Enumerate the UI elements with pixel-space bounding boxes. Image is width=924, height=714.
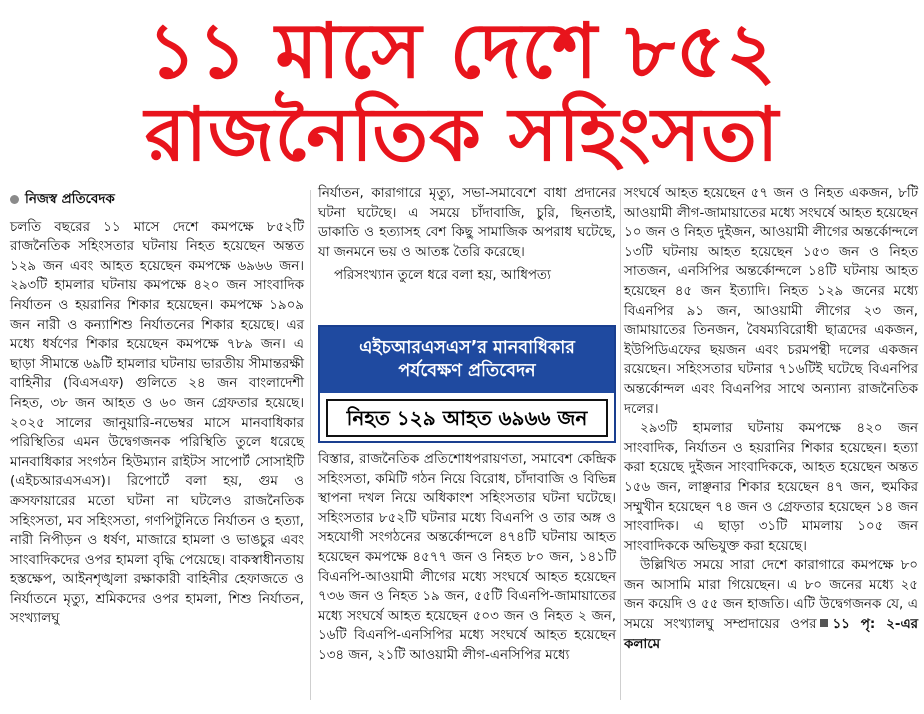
- highlight-box-title: [320, 327, 614, 393]
- paragraph: ২৯৩টি হামলার ঘটনায় কমপক্ষে ৪২০ জন সাংবাদিক, নির্যাতন ও হয়রানির শিকার হয়েছেন। হত্যা করা হয়েছে দুইজন সাংবাদিককে, আহত হয়েছেন অন্তত ১৫৬ জন, লাঞ্ছনার শিকার হয়েছেন ৪৭ জন, হুমকির সম্মুখীন হয়েছেন ৭৪ জন ও গ্রেফতার হয়েছেন ১৪ জন সাংবাদিক। এ ছাড়া ৩১টি মামলায় ১০৫ জন সাংবাদিককে অভিযুক্ত করা হয়েছে।: [624, 421, 918, 554]
- paragraph: পরিসংখ্যান তুলে ধরে বলা হয়, আধিপত্য: [334, 268, 551, 284]
- paragraph: নির্যাতন, কারাগারে মৃত্যু, সভা-সমাবেশে বাধা প্রদানের ঘটনা ঘটেছে। এ সময়ে চাঁদাবাজি, চুরি, ছিনতাই, ডাকাতি ও হত্যাসহ বেশ কিছু সামাজিক অপরাধ ঘটেছে, যা জনমনে ভয় ও আতঙ্ক তৈরি করেছে।: [318, 186, 616, 260]
- article-column-2-continued: [318, 450, 616, 666]
- headline-line-2: রাজনৈতিক সহিংসতা: [144, 92, 780, 178]
- column-divider: [620, 190, 621, 700]
- square-bullet-icon: [820, 619, 828, 627]
- byline-text: নিজস্ব প্রতিবেদক: [25, 192, 115, 207]
- article-column-1: [10, 190, 304, 629]
- bullet-icon: [10, 195, 19, 204]
- byline: [10, 190, 304, 210]
- paragraph-text: উল্লিখিত সময়ে সারা দেশে কারাগারে কমপক্ষে ৮০ জন আসামি মারা গিয়েছেন। এ ৮০ জনের মধ্যে ২৫ জন কয়েদি ও ৫৫ জন হাজতি। এটি উদ্বেগজনক যে, এ সময়ে সংখ্যালঘু সম্প্রদায়ের ওপর: [624, 558, 918, 633]
- continuation-jump: ১১ পৃ: ২-এর কলামে: [624, 617, 918, 652]
- box-title-line-2: পর্যবেক্ষণ প্রতিবেদন: [398, 361, 536, 381]
- paragraph: চলতি বছরের ১১ মাসে দেশে কমপক্ষে ৮৫২টি রাজনৈতিক সহিংসতার ঘটনায় নিহত হয়েছেন অন্তত ১২৯ জন এবং আহত হয়েছেন কমপক্ষে ৬৯৬৬ জন। ২৯৩টি হামলার ঘটনায় কমপক্ষে ৪২০ জন সাংবাদিক নির্যাতন ও হয়রানির শিকার হয়েছেন। কমপক্ষে ১৯০৯ জন নারী ও কন্যাশিশু নির্যাতনের শিকার হয়েছে। এর মধ্যে ধর্ষণের শিকার হয়েছেন কমপক্ষে ৭৮৯ জন। এ ছাড়া সীমান্তে ৬৯টি হামলার ঘটনায় ভারতীয় সীমান্তরক্ষী বাহিনীর (বিএসএফ) গুলিতে ২৪ জন বাংলাদেশী নিহত, ৩৮ জন আহত ও ৬০ জন গ্রেফতার হয়েছে। ২০২৫ সালের জানুয়ারি-নভেম্বর মাসে মানবাধিকার পরিস্থিতির এমন উদ্বেগজনক পরিস্থিতি তুলে ধরেছে মানবাধিকার সংগঠন হিউম্যান রাইটস সাপোর্ট সোসাইটি (এইচআরএসএস)। রিপোর্টে বলা হয়, গুম ও ক্রসফায়ারের মতো ঘটনা না ঘটলেও রাজনৈতিক সহিংসতা, মব সহিংসতা, গণপিটুনিতে নির্যাতন ও হত্যা, নারী নিপীড়ন ও ধর্ষণ, মাজারে হামলা ও ভাঙচুর এবং সাংবাদিকদের ওপর হামলা বৃদ্ধি পেয়েছে। বাকস্বাধীনতায় হস্তক্ষেপ, আইনশৃঙ্খলা রক্ষাকারী বাহিনীর হেফাজতে ও নির্যাতনে মৃত্যু, শ্রমিকদের ওপর হামলা, শিশু নির্যাতন, সংখ্যালঘু: [10, 219, 304, 627]
- article-column-2: [318, 184, 616, 286]
- headline-line-1: ১১ মাসে দেশে ৮৫২: [147, 6, 777, 95]
- paragraph: [624, 556, 918, 654]
- paragraph: সংঘর্ষে আহত হয়েছেন ৫৭ জন ও নিহত একজন, ৮টি আওয়ামী লীগ-জামায়াতের মধ্যে সংঘর্ষে আহত হয়েছেন ১০ জন ও নিহত দুইজন, আওয়ামী লীগের অন্তর্কোন্দলে ১৩টি ঘটনায় আহত হয়েছেন ১৫৩ জন ও নিহত সাতজন, এনসিপির অন্তর্কোন্দলে ১৪টি ঘটনায় আহত হয়েছেন ৪৫ জন ইত্যাদি। নিহত ১২৯ জনের মধ্যে বিএনপির ৯১ জন, আওয়ামী লীগের ২৩ জন, জামায়াতের তিনজন, বৈষম্যবিরোধী ছাত্রদের একজন, ইউপিডিএফের ছয়জন এবং চরমপন্থী দলের একজন রয়েছেন। সহিংসতার ঘটনার ৭১৬টিই ঘটেছে বিএনপির অন্তর্কোন্দল এবং বিএনপির সাথে অন্যান্য রাজনৈতিক দলের।: [624, 186, 918, 417]
- column-divider: [310, 190, 311, 700]
- article-column-3: [624, 184, 918, 654]
- paragraph: বিস্তার, রাজনৈতিক প্রতিশোধপরায়ণতা, সমাবেশ কেন্দ্রিক সহিংসতা, কমিটি গঠন নিয়ে বিরোধ, চাঁদাবাজি ও বিভিন্ন স্থাপনা দখল নিয়ে অধিকাংশ সহিংসতার ঘটনা ঘটেছে। সহিংসতার ৮৫২টি ঘটনার মধ্যে বিএনপি ও তার অঙ্গ ও সহযোগী সংগঠনের অন্তর্কোন্দলে ৪৭৪টি ঘটনায় আহত হয়েছেন কমপক্ষে ৪৫৭৭ জন ও নিহত ৮০ জন, ১৪১টি বিএনপি-আওয়ামী লীগের মধ্যে সংঘর্ষে আহত হয়েছেন ৭৩৬ জন ও নিহত ১৯ জন, ৫৫টি বিএনপি-জামায়াতের মধ্যে সংঘর্ষে আহত হয়েছেন ৫০৩ জন ও নিহত ২ জন, ১৬টি বিএনপি-এনসিপির মধ্যে সংঘর্ষে আহত হয়েছেন ১৩৪ জন, ২১টি আওয়ামী লীগ-এনসিপির মধ্যে: [318, 452, 616, 663]
- highlight-box-stat: নিহত ১২৯ আহত ৬৯৬৬ জন: [326, 399, 608, 437]
- highlight-box: [318, 325, 616, 443]
- box-title-line-1: এইচআরএসএস’র মানবাধিকার: [359, 338, 575, 358]
